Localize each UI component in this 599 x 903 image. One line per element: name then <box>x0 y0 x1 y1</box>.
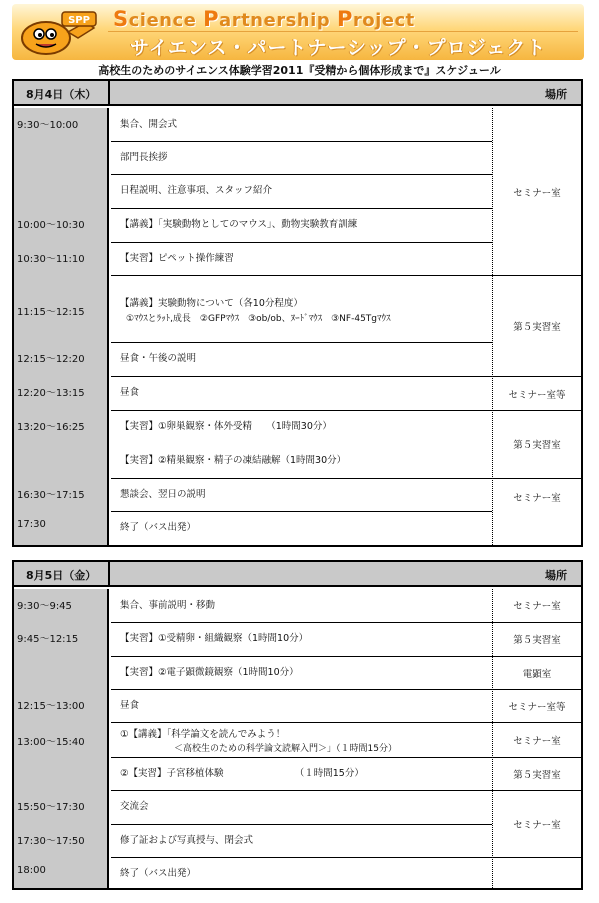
activity-cell: 【講義】実験動物について（各10分程度） <box>120 298 303 309</box>
time-cell: 10:30～11:10 <box>17 254 85 265</box>
place-cell: 電顕室 <box>522 669 552 680</box>
place-cell: 第５実習室 <box>513 322 561 333</box>
logo-text: SPP <box>68 15 90 26</box>
place-cell: セミナー室 <box>513 736 561 747</box>
schedule-day1 <box>12 79 583 547</box>
place-cell: 第５実習室 <box>513 440 561 451</box>
day1-place-header: 場所 <box>545 88 567 101</box>
time-cell: 13:20～16:25 <box>17 422 85 433</box>
activity-cell: 【実習】ピペット操作練習 <box>120 253 234 264</box>
activity-cell: 集合、事前説明・移動 <box>120 600 216 611</box>
time-cell: 16:30～17:15 <box>17 490 85 501</box>
time-cell: 17:30～17:50 <box>17 836 85 847</box>
activity-cell: 日程説明、注意事項、スタッフ紹介 <box>120 185 273 196</box>
title-word: artnership <box>219 10 337 31</box>
day1-date: 8月4日（木） <box>26 88 97 101</box>
table-row <box>14 242 581 275</box>
activity-cell: 昼食・午後の説明 <box>120 353 197 364</box>
place-cell: 第５実習室 <box>513 770 561 781</box>
japanese-title: サイエンス・パートナーシップ・プロジェクト <box>130 37 547 59</box>
day2-header <box>14 562 581 587</box>
header-divider <box>108 562 110 587</box>
title-word: cience <box>128 10 204 31</box>
title-capital: P <box>203 7 220 31</box>
time-cell: 15:50～17:30 <box>17 802 85 813</box>
table-row <box>14 108 581 141</box>
time-cell: 18:00 <box>17 865 46 876</box>
time-cell: 9:30～9:45 <box>17 601 72 612</box>
activity-cell: 昼食 <box>120 387 140 398</box>
table-row <box>14 511 581 545</box>
day1-header <box>14 81 581 106</box>
activity-detail: ①ﾏｳｽとﾗｯﾄ,成長 ②GFPﾏｳｽ ③ob/ob、ﾇｰﾄﾞﾏｳｽ ③NF-45Tgﾏｳｽ <box>126 314 391 324</box>
time-cell: 11:15～12:15 <box>17 307 85 318</box>
title-word: roject <box>352 10 415 31</box>
activity-cell: 【実習】②電子顕微鏡観察（1時間10分） <box>120 667 299 678</box>
activity-cell: ①【講義】「科学論文を読んでみよう！ <box>120 729 286 740</box>
activity-cell: 交流会 <box>120 801 149 812</box>
day2-date: 8月5日（金） <box>26 569 97 582</box>
activity-cell: 集合、開会式 <box>120 119 178 130</box>
activity-cell: 終了（バス出発） <box>120 522 197 533</box>
activity-cell: ②【実習】子宮移植体験 （１時間15分） <box>120 768 364 779</box>
activity-cell: 終了（バス出発） <box>120 868 197 879</box>
table-row <box>14 208 581 242</box>
activity-cell: 【実習】②精巣観察・精子の凍結融解（1時間30分） <box>120 455 347 466</box>
time-cell: 9:30～10:00 <box>17 120 79 131</box>
activity-cell: 【講義】「実験動物としてのマウス」、動物実験教育訓練 <box>120 219 358 230</box>
activity-cell: 修了証および写真授与、閉会式 <box>120 835 254 846</box>
table-row <box>14 342 581 376</box>
place-cell: セミナー室等 <box>508 390 566 401</box>
english-title <box>113 7 415 31</box>
activity-cell: 昼食 <box>120 700 140 711</box>
time-cell: 12:15～12:20 <box>17 354 85 365</box>
place-cell: 第５実習室 <box>513 635 561 646</box>
title-capital: P <box>336 7 353 31</box>
day2-place-header: 場所 <box>545 569 567 582</box>
activity-cell: 【実習】①卵巣観察・体外受精 （1時間30分） <box>120 421 332 432</box>
activity-cell: 懇談会、翌日の説明 <box>120 489 206 500</box>
place-cell: セミナー室 <box>513 601 561 612</box>
time-cell: 10:00～10:30 <box>17 220 85 231</box>
banner-divider <box>108 31 578 32</box>
activity-detail: ＜高校生のための科学論文読解入門＞」（１時間15分） <box>174 744 397 754</box>
time-cell: 17:30 <box>17 519 46 530</box>
time-cell: 13:00～15:40 <box>17 737 85 748</box>
activity-cell: 【実習】①受精卵・組織観察（1時間10分） <box>120 633 309 644</box>
time-cell: 12:15～13:00 <box>17 701 85 712</box>
time-cell: 12:20～13:15 <box>17 388 85 399</box>
title-capital: S <box>113 7 129 31</box>
place-cell: セミナー室等 <box>508 702 566 713</box>
place-cell: セミナー室 <box>513 188 561 199</box>
header-divider <box>108 81 110 106</box>
place-cell: セミナー室 <box>513 820 561 831</box>
table-row <box>14 857 581 888</box>
table-row <box>14 141 581 174</box>
activity-cell: 部門長挨拶 <box>120 152 168 163</box>
place-cell: セミナー室 <box>513 493 561 504</box>
time-cell: 9:45～12:15 <box>17 634 79 645</box>
document-title: 高校生のためのサイエンス体験学習2011『受精から個体形成まで』スケジュール <box>98 64 501 77</box>
spp-mascot-logo <box>16 8 104 58</box>
schedule-day2 <box>12 560 583 890</box>
